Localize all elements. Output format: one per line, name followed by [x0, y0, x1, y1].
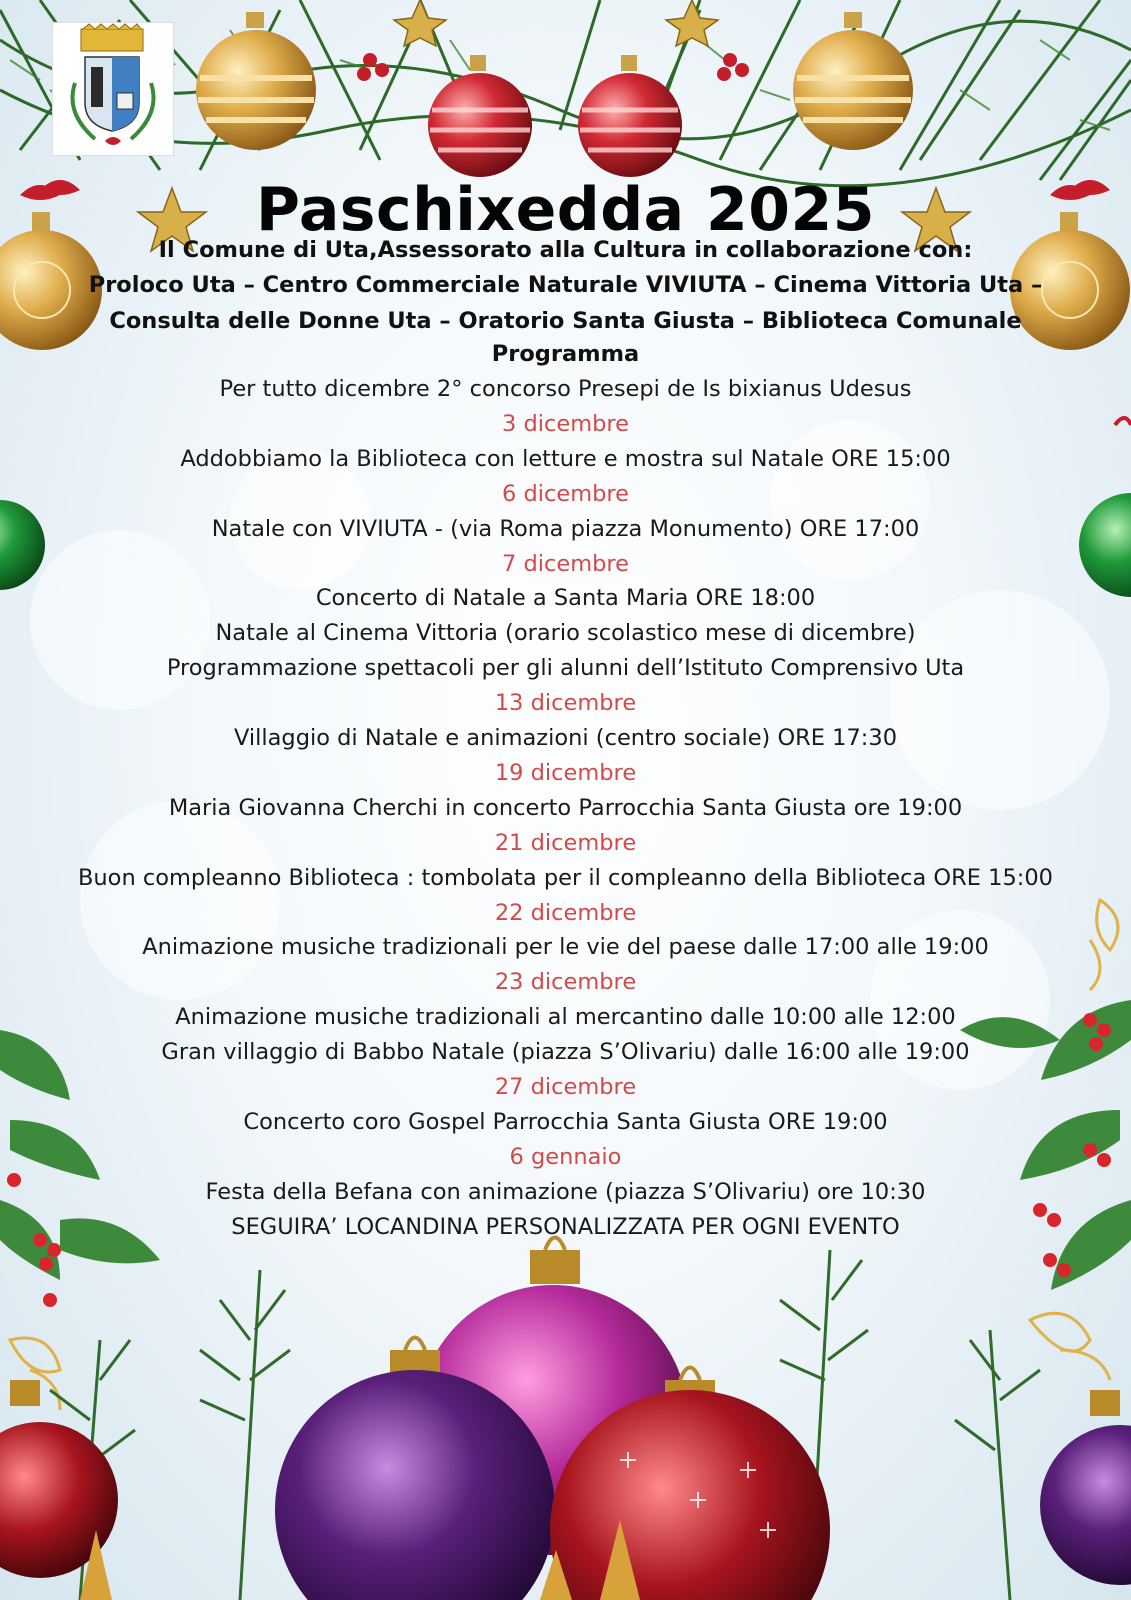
coat-of-arms-logo	[52, 22, 174, 156]
red-bauble-top-right	[578, 55, 682, 177]
partners-line-2: Consulta delle Donne Uta – Oratorio Santa Giusta – Biblioteca Comunale	[109, 308, 1022, 334]
program-event: Animazione musiche tradizionali al mercantino dalle 10:00 alle 12:00	[175, 1004, 956, 1031]
program-date: 6 gennaio	[509, 1143, 622, 1170]
program-event: Gran villaggio di Babbo Natale (piazza S’Olivariu) dalle 16:00 alle 19:00	[161, 1039, 970, 1066]
organizer-intro-line: Il Comune di Uta,Assessorato alla Cultura in collaborazione con:	[158, 237, 973, 263]
program-date: 6 dicembre	[501, 480, 629, 507]
program-date: 23 dicembre	[494, 969, 637, 996]
coat-of-arms-icon	[53, 23, 173, 155]
program-event: Maria Giovanna Cherchi in concerto Parrocchia Santa Giusta ore 19:00	[168, 794, 963, 821]
program-event: SEGUIRA’ LOCANDINA PERSONALIZZATA PER OGNI EVENTO	[231, 1213, 900, 1240]
program-heading: Programma	[491, 341, 640, 367]
partners-line-1: Proloco Uta – Centro Commerciale Naturale VIVIUTA – Cinema Vittoria Uta –	[88, 272, 1043, 298]
program-date: 22 dicembre	[494, 899, 637, 926]
program-event: Natale al Cinema Vittoria (orario scolastico mese di dicembre)	[215, 620, 916, 647]
pine-needles-top	[10, 30, 1110, 130]
program-event: Buon compleanno Biblioteca : tombolata per il compleanno della Biblioteca ORE 15:00	[77, 864, 1053, 891]
program-date: 13 dicembre	[494, 690, 637, 717]
event-title: Paschixedda 2025	[255, 175, 876, 245]
program-event: Villaggio di Natale e animazioni (centro sociale) ORE 17:30	[233, 725, 898, 751]
program-event: Festa della Befana con animazione (piazza S’Olivariu) ore 10:30	[205, 1178, 926, 1205]
program-event: Natale con VIVIUTA - (via Roma piazza Monumento) ORE 17:00	[211, 515, 920, 542]
program-date: 3 dicembre	[501, 410, 629, 437]
program-event: Concerto coro Gospel Parrocchia Santa Giusta ORE 19:00	[243, 1108, 888, 1135]
program-event: Programmazione spettacoli per gli alunni dell’Istituto Comprensivo Uta	[166, 655, 965, 682]
program-date: 19 dicembre	[494, 759, 637, 786]
program-date: 7 dicembre	[501, 550, 629, 577]
program-event: Addobbiamo la Biblioteca con letture e mostra sul Natale ORE 15:00	[180, 445, 951, 472]
gold-bauble-top-right	[793, 12, 913, 150]
program-date: 27 dicembre	[494, 1074, 637, 1100]
program-date: 21 dicembre	[494, 829, 637, 856]
gold-bauble-top-left	[196, 12, 316, 150]
holly-berries-top	[357, 53, 749, 81]
program-event: Animazione musiche tradizionali per le vie del paese dalle 17:00 alle 19:00	[142, 934, 989, 961]
program-event: Concerto di Natale a Santa Maria ORE 18:00	[315, 585, 816, 612]
program-event: Per tutto dicembre 2° concorso Presepi de Is bixianus Udesus	[219, 376, 912, 402]
purple-bauble-bottom-right	[1040, 1390, 1131, 1585]
